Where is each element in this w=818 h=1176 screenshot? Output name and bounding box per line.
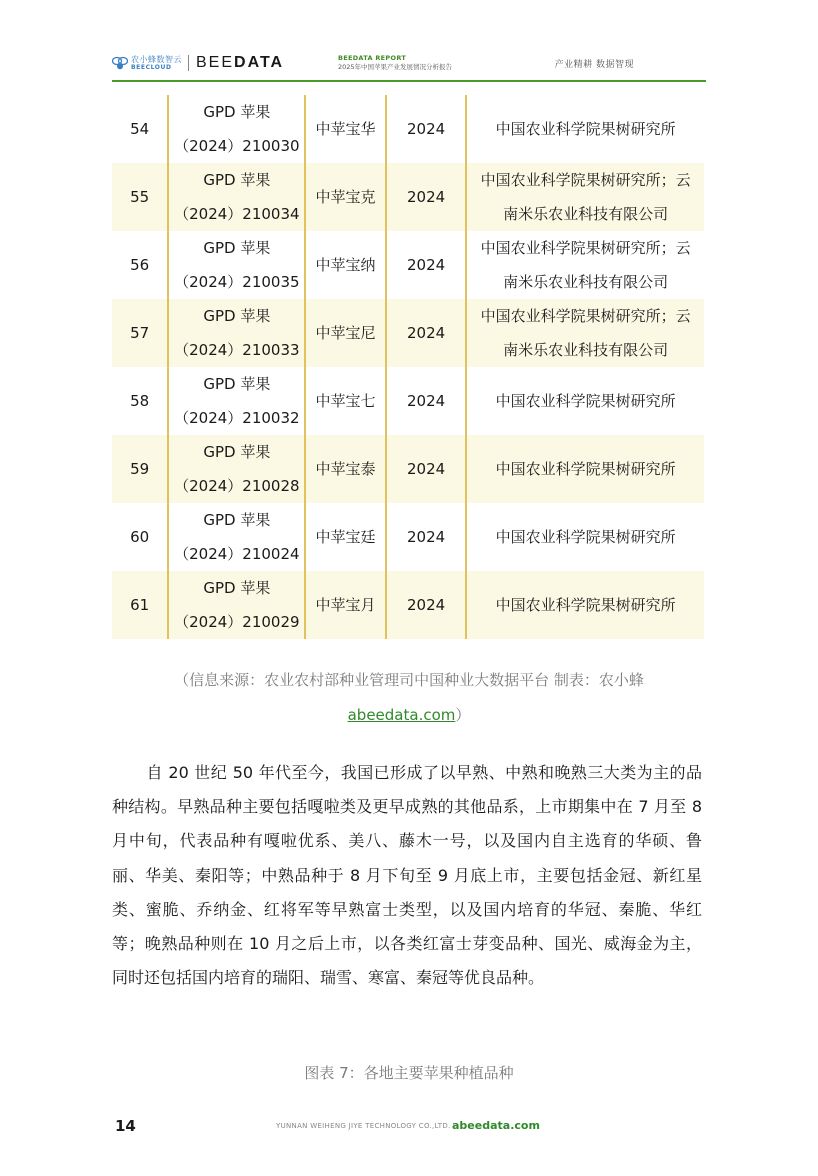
variety-table (112, 95, 704, 639)
registration-year: 2024 (386, 163, 467, 231)
bee-logo-icon (112, 56, 128, 70)
body-paragraph (112, 756, 702, 995)
registration-year: 2024 (386, 367, 467, 435)
registration-year: 2024 (386, 503, 467, 571)
table-row (112, 503, 704, 571)
brand-light: BEE (196, 54, 235, 71)
row-number: 57 (112, 299, 168, 367)
registration-id (168, 571, 305, 639)
registration-id-line2: （2024）210033 (174, 341, 300, 359)
registration-year: 2024 (386, 571, 467, 639)
breeder-org-line2: 南米乐农业科技有限公司 (503, 341, 669, 359)
registration-year: 2024 (386, 95, 467, 163)
registration-year: 2024 (386, 299, 467, 367)
body-paragraph-text: 自 20 世纪 50 年代至今，我国已形成了以早熟、中熟和晚熟三大类为主的品种结构。早熟品种主要包括嘎啦类及更早成熟的其他品系，上市期集中在 7 月至 8 月中旬，代表品种有嘎啦优系、美八、藤木一号，以及国内自主选育的华硕、鲁丽、华美、秦阳等；中熟品种于 8 月下旬至 9 月底上市，主要包括金冠、新红星类、蜜脆、乔纳金、红将军等早熟富士类型，以及国内培育的华冠、秦脆、华红等；晚熟品种则在 10 月之后上市，以各类红富士芽变品种、国光、威海金为主，同时还包括国内培育的瑞阳、瑞雪、寒富、秦冠等优良品种。 (112, 763, 702, 988)
breeder-org-line1: 中国农业科学院果树研究所 (495, 460, 676, 478)
row-number: 55 (112, 163, 168, 231)
registration-id-line2: （2024）210032 (174, 409, 300, 427)
header-slogan: 产业精耕 数据智现 (554, 60, 634, 70)
variety-name: 中苹宝华 (305, 95, 386, 163)
registration-id (168, 503, 305, 571)
breeder-org-line1: 中国农业科学院果树研究所 (495, 596, 676, 614)
footer-site-link[interactable]: abeedata.com (452, 1119, 540, 1132)
breeder-org (466, 299, 704, 367)
table-source-note: （信息来源：农业农村部种业管理司中国种业大数据平台 制表：农小蜂 (174, 671, 644, 689)
footer-company: YUNNAN WEIHENG JIYE TECHNOLOGY CO.,LTD. (276, 1122, 451, 1130)
breeder-org (466, 367, 704, 435)
variety-name: 中苹宝尼 (305, 299, 386, 367)
page-header (112, 48, 706, 82)
table-row (112, 367, 704, 435)
row-number: 54 (130, 120, 150, 138)
logo-en-text: BEECLOUD (131, 64, 172, 71)
breeder-org (466, 163, 704, 231)
variety-name: 中苹宝克 (305, 163, 386, 231)
registration-id-line2: （2024）210029 (174, 613, 300, 631)
logo-divider (188, 55, 189, 71)
variety-name: 中苹宝月 (305, 571, 386, 639)
registration-id-line1: GPD 苹果 (203, 511, 271, 529)
registration-id (168, 299, 305, 367)
logo-text (131, 55, 182, 71)
registration-id-line2: （2024）210024 (174, 545, 300, 563)
source-close-paren: ） (455, 706, 471, 724)
breeder-org (466, 95, 704, 163)
registration-id-line2: （2024）210028 (174, 477, 300, 495)
brand-wordmark (196, 54, 284, 72)
breeder-org (466, 231, 704, 299)
row-number: 56 (130, 256, 150, 274)
breeder-org (466, 435, 704, 503)
table-row (112, 571, 704, 639)
header-divider (112, 80, 706, 82)
registration-id-line1: GPD 苹果 (203, 375, 271, 393)
table-row (112, 163, 704, 231)
report-subtitle: 2025年中国苹果产业发展情况分析报告 (338, 63, 453, 71)
variety-name: 中苹宝纳 (305, 231, 386, 299)
row-number: 58 (130, 392, 150, 410)
registration-id (168, 435, 305, 503)
logo-cn-text: 农小蜂数智云 (131, 55, 182, 64)
table-row (112, 435, 704, 503)
registration-id-line1: GPD 苹果 (203, 239, 271, 257)
row-number: 60 (130, 528, 150, 546)
source-link[interactable]: abeedata.com (347, 706, 456, 724)
registration-id (168, 367, 305, 435)
figure-caption: 图表 7：各地主要苹果种植品种 (304, 1064, 514, 1082)
breeder-org-line2: 南米乐农业科技有限公司 (503, 273, 669, 291)
row-number: 59 (112, 435, 168, 503)
registration-year: 2024 (386, 231, 467, 299)
variety-name: 中苹宝廷 (305, 503, 386, 571)
table-row (112, 95, 704, 163)
table-row (112, 299, 704, 367)
row-number: 61 (112, 571, 168, 639)
variety-name: 中苹宝泰 (305, 435, 386, 503)
breeder-org-line1: 中国农业科学院果树研究所 (495, 528, 676, 546)
brand-bold: DATA (234, 54, 285, 71)
registration-id-line1: GPD 苹果 (203, 443, 271, 461)
table-row (112, 231, 704, 299)
registration-year: 2024 (386, 435, 467, 503)
registration-id-line1: GPD 苹果 (203, 171, 271, 189)
breeder-org-line1: 中国农业科学院果树研究所；云 (480, 307, 691, 325)
registration-id-line2: （2024）210030 (174, 137, 300, 155)
registration-id (168, 163, 305, 231)
variety-name: 中苹宝七 (305, 367, 386, 435)
breeder-org-line2: 南米乐农业科技有限公司 (503, 205, 669, 223)
registration-id-line2: （2024）210034 (174, 205, 300, 223)
report-title-block (338, 54, 452, 72)
registration-id-line1: GPD 苹果 (203, 307, 271, 325)
breeder-org-line1: 中国农业科学院果树研究所；云 (480, 239, 691, 257)
registration-id-line1: GPD 苹果 (203, 103, 271, 121)
breeder-org-line1: 中国农业科学院果树研究所 (495, 392, 676, 410)
registration-id-line2: （2024）210035 (174, 273, 300, 291)
report-title: BEEDATA REPORT (338, 54, 407, 62)
registration-id-line1: GPD 苹果 (203, 579, 271, 597)
breeder-org-line1: 中国农业科学院果树研究所；云 (480, 171, 691, 189)
page-number: 14 (115, 1117, 136, 1135)
table-source-note-link-line (112, 698, 706, 732)
logo (112, 54, 284, 72)
registration-id (168, 231, 305, 299)
breeder-org (466, 503, 704, 571)
breeder-org (466, 571, 704, 639)
registration-id (168, 95, 305, 163)
breeder-org-line1: 中国农业科学院果树研究所 (495, 120, 676, 138)
